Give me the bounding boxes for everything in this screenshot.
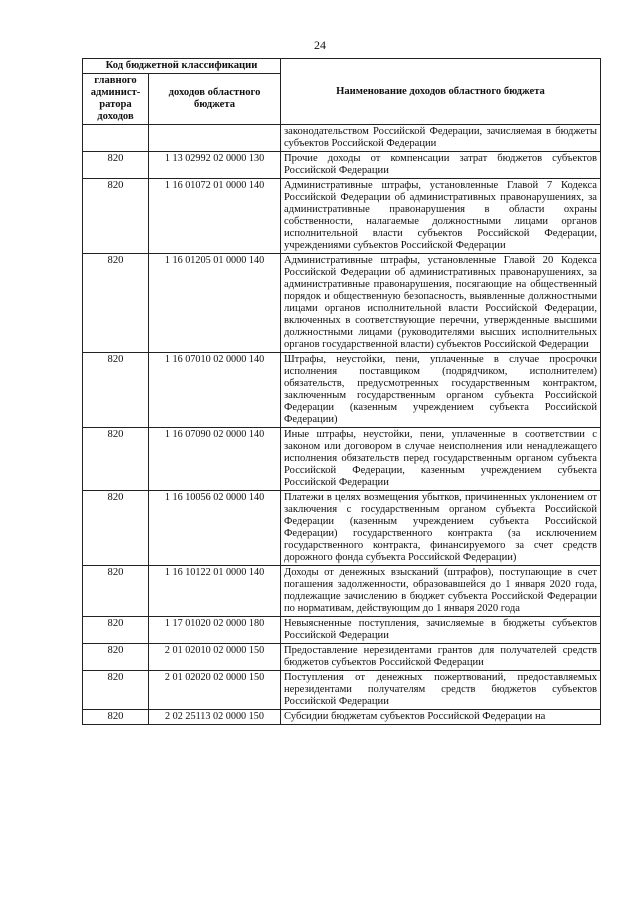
income-code-cell: 1 13 02992 02 0000 130 — [149, 152, 281, 179]
admin-code-cell: 820 — [83, 428, 149, 491]
income-code-cell: 1 17 01020 02 0000 180 — [149, 617, 281, 644]
admin-code-cell — [83, 125, 149, 152]
income-name-cell: Предоставление нерезидентами грантов для получателей средств бюджетов субъектов Российской Федерации — [281, 644, 601, 671]
table-row — [83, 152, 601, 179]
income-code-cell: 1 16 01072 01 0000 140 — [149, 179, 281, 254]
admin-code-cell: 820 — [83, 179, 149, 254]
page-number: 24 — [314, 38, 326, 52]
admin-code-cell: 820 — [83, 644, 149, 671]
table-row — [83, 254, 601, 353]
income-name-cell: Невыясненные поступления, зачисляемые в бюджеты субъектов Российской Федерации — [281, 617, 601, 644]
admin-code-cell: 820 — [83, 617, 149, 644]
admin-code-cell: 820 — [83, 671, 149, 710]
income-code-cell: 1 16 01205 01 0000 140 — [149, 254, 281, 353]
header-admin-column: главного админист-ратора доходов — [83, 74, 149, 125]
admin-code-cell: 820 — [83, 353, 149, 428]
income-code-cell: 1 16 07010 02 0000 140 — [149, 353, 281, 428]
income-name-cell: Субсидии бюджетам субъектов Российской Федерации на — [281, 710, 601, 725]
income-name-cell: Административные штрафы, установленные Главой 20 Кодекса Российской Федерации об административных правонарушениях, за административные правонарушения, посягающие на общественный порядок и общественную безопасность, выявленные должностными лицами органов исполнительной власти Российской Федерации, включенных в соответствующие перечни, утвержденные высшими должностными лицами (руководителями высших исполнительных органов государственной власти) субъектов Российской Федерации — [281, 254, 601, 353]
table-row — [83, 179, 601, 254]
income-name-cell: Платежи в целях возмещения убытков, причиненных уклонением от заключения с государственным органом субъекта Российской Федерации (казенным учреждением субъекта Российской Федерации) государственного контракта (за исключением государственного контракта, финансируемого за счет средств дорожного фонда субъекта Российской Федерации) — [281, 491, 601, 566]
income-name-cell: Иные штрафы, неустойки, пени, уплаченные в соответствии с законом или договором в случае неисполнения или ненадлежащего исполнения обязательств перед государственным органом субъекта Российской Федерации, казенным учреждением субъекта Российской Федерации — [281, 428, 601, 491]
income-name-cell: законодательством Российской Федерации, зачисляемая в бюджеты субъектов Российской Федерации — [281, 125, 601, 152]
table-row — [83, 428, 601, 491]
income-code-cell: 2 01 02020 02 0000 150 — [149, 671, 281, 710]
income-name-cell: Штрафы, неустойки, пени, уплаченные в случае просрочки исполнения поставщиком (подрядчиком, исполнителем) обязательств, предусмотренных государственным контрактом, заключенным государственным органом субъекта Российской Федерации (казенным учреждением субъекта Российской Федерации) — [281, 353, 601, 428]
admin-code-cell: 820 — [83, 710, 149, 725]
table-row — [83, 710, 601, 725]
header-income-column: доходов областного бюджета — [149, 74, 281, 125]
income-name-cell: Поступления от денежных пожертвований, предоставляемых нерезидентами получателям средств бюджетов субъектов Российской Федерации — [281, 671, 601, 710]
header-budget-classification-code: Код бюджетной классификации — [83, 59, 281, 74]
admin-code-cell: 820 — [83, 152, 149, 179]
table-row — [83, 644, 601, 671]
income-name-cell: Административные штрафы, установленные Главой 7 Кодекса Российской Федерации об административных правонарушениях, за административные правонарушения в области охраны собственности, налагаемые должностными лицами органов исполнительной власти субъектов Российской Федерации, учреждениями субъектов Российской Федерации — [281, 179, 601, 254]
budget-classification-table — [82, 58, 601, 725]
income-code-cell: 2 01 02010 02 0000 150 — [149, 644, 281, 671]
income-code-cell: 1 16 10122 01 0000 140 — [149, 566, 281, 617]
table-row — [83, 566, 601, 617]
table-row — [83, 617, 601, 644]
table-row — [83, 353, 601, 428]
income-code-cell: 1 16 10056 02 0000 140 — [149, 491, 281, 566]
admin-code-cell: 820 — [83, 491, 149, 566]
admin-code-cell: 820 — [83, 566, 149, 617]
income-name-cell: Доходы от денежных взысканий (штрафов), поступающие в счет погашения задолженности, образовавшейся до 1 января 2020 года, подлежащие зачислению в бюджет субъекта Российской Федерации по нормативам, действующим до 1 января 2020 года — [281, 566, 601, 617]
admin-code-cell: 820 — [83, 254, 149, 353]
table-row — [83, 491, 601, 566]
income-code-cell — [149, 125, 281, 152]
income-code-cell: 1 16 07090 02 0000 140 — [149, 428, 281, 491]
table-row — [83, 125, 601, 152]
income-code-cell: 2 02 25113 02 0000 150 — [149, 710, 281, 725]
income-name-cell: Прочие доходы от компенсации затрат бюджетов субъектов Российской Федерации — [281, 152, 601, 179]
table-row — [83, 671, 601, 710]
header-name-column: Наименование доходов областного бюджета — [281, 59, 601, 125]
